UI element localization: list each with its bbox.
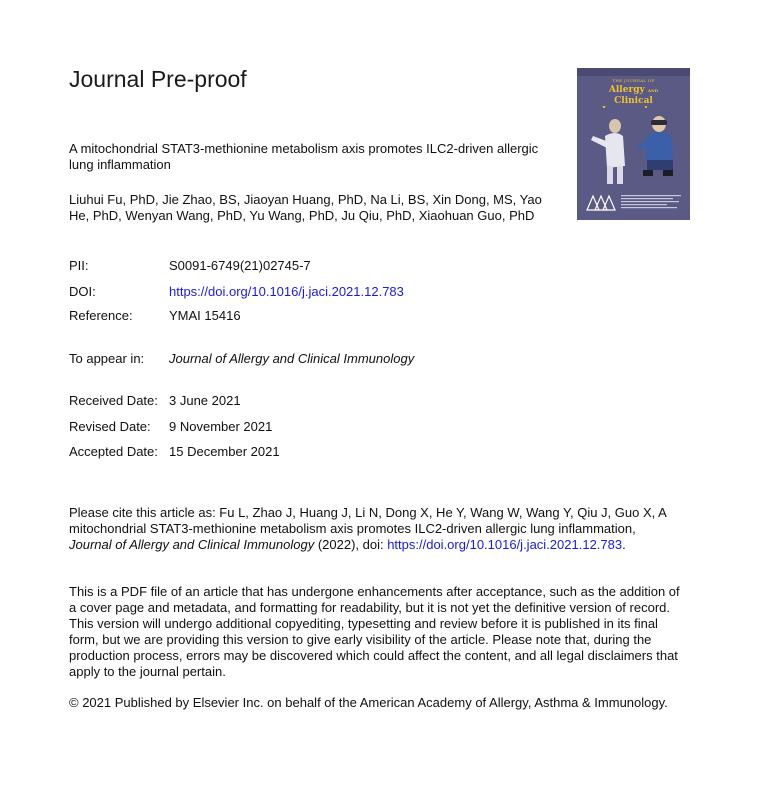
journal-cover-image	[577, 68, 690, 220]
cover-top-band	[577, 68, 690, 76]
reference-value: YMAI 15416	[169, 308, 241, 323]
cover-fine-print	[621, 194, 685, 212]
pii-label: PII:	[69, 258, 89, 273]
appear-in-label: To appear in:	[69, 351, 145, 366]
citation-doi-link[interactable]: https://doi.org/10.1016/j.jaci.2021.12.783	[387, 537, 623, 552]
article-authors: Liuhui Fu, PhD, Jie Zhao, BS, Jiaoyan Huang, PhD, Na Li, BS, Xin Dong, MS, Yao He, PhD, Wenyan Wang, PhD, Yu Wang, PhD, Ju Qiu, PhD, Xiaohuan Guo, PhD	[69, 192, 542, 223]
reference-row	[69, 308, 241, 324]
article-title: A mitochondrial STAT3-methionine metabolism axis promotes ILC2-driven allergic lung inflammation	[69, 141, 539, 172]
citation-text: Please cite this article as: Fu L, Zhao J, Huang J, Li N, Dong X, He Y, Wang W, Wang Y, Qiu J, Guo X, A mitochondrial STAT3-methionine metabolism axis promotes ILC2-driven allergic lung inflammation,	[69, 505, 667, 536]
cover-title-clinical: Clinical	[614, 96, 653, 106]
citation-period: .	[622, 537, 626, 552]
journal-pre-proof-heading: Journal Pre-proof	[69, 66, 247, 92]
received-date-row	[69, 393, 241, 409]
pre-proof-notice: This is a PDF file of an article that has undergone enhancements after acceptance, such as the addition of a cover page and metadata, and formatting for readability, but it is not yet the definitive version of record. This version will undergo additional copyediting, typesetting and review before it is published in its final form, but we are providing this version to give early visibility of the article. Please note that, during the production process, errors may be discovered which could affect the content, and all legal disclaimers that apply to the journal pertain.	[69, 584, 680, 679]
doi-label: DOI:	[69, 284, 96, 299]
cover-title-and: AND	[647, 88, 659, 93]
citation-year-doi-label: (2022), doi:	[314, 537, 388, 552]
reference-label: Reference:	[69, 308, 133, 323]
citation-paragraph	[69, 505, 689, 553]
accepted-date-value: 15 December 2021	[169, 444, 280, 459]
accepted-date-label: Accepted Date:	[69, 444, 158, 459]
cover-title-allergy: Allergy	[608, 85, 645, 95]
aaaai-logo	[585, 192, 617, 212]
revised-date-value: 9 November 2021	[169, 419, 273, 434]
appear-in-journal: Journal of Allergy and Clinical Immunology	[169, 351, 415, 366]
revised-date-label: Revised Date:	[69, 419, 151, 434]
pii-row	[69, 258, 311, 274]
pii-value: S0091-6749(21)02745-7	[169, 258, 311, 273]
revised-date-row	[69, 419, 272, 435]
doi-link[interactable]: https://doi.org/10.1016/j.jaci.2021.12.783	[169, 284, 404, 299]
doi-row	[69, 284, 404, 300]
appear-in-row	[69, 351, 414, 367]
cover-illustration	[577, 108, 690, 188]
received-date-value: 3 June 2021	[169, 393, 241, 408]
copyright-notice: © 2021 Published by Elsevier Inc. on behalf of the American Academy of Allergy, Asthma & Immunology.	[69, 695, 668, 710]
cover-journal-small-title: THE JOURNAL OF	[612, 78, 655, 83]
received-date-label: Received Date:	[69, 393, 158, 408]
citation-journal: Journal of Allergy and Clinical Immunology	[69, 537, 315, 552]
accepted-date-row	[69, 444, 280, 460]
